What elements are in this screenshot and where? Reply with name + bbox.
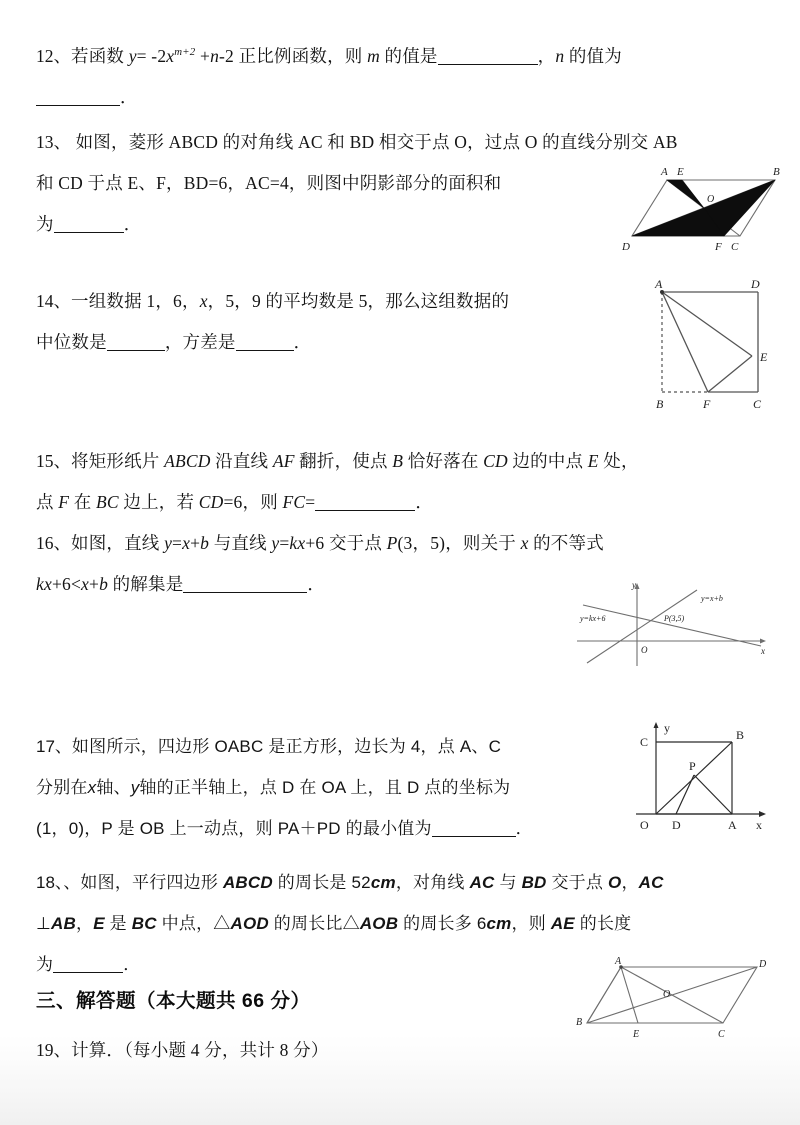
q15-l2a: 点 [36,492,59,512]
q15-fc: FC [282,492,306,512]
q18-c: ，对角线 [395,873,470,892]
q16-eq1: = [172,533,183,553]
q18-l2d: 中点，△ [156,914,231,933]
rectfold-label-A: A [655,277,663,291]
parallelogram-abcd-figure [575,955,785,1040]
q18-aob: AOB [359,914,399,933]
q18-cm2: cm [486,914,512,933]
question-18-line2 [36,903,781,944]
q12-var-x: x [166,46,175,66]
question-13-line3 [36,204,141,245]
question-15-number: 15、 [36,451,71,471]
q18-d: 与 [494,873,522,892]
q12-var-n2: n [555,46,565,66]
q17-answer-blank[interactable] [432,836,516,837]
q14-answer-blank-variance[interactable] [236,350,294,351]
square-label-B: B [736,728,745,742]
q16-l2plus: + [89,574,100,594]
q18-ab: AB [51,914,76,933]
q18-e-pt: E [93,914,105,933]
q17-period: ． [515,819,533,838]
parallelogram-label-D: D [759,959,767,970]
q12-text-e: 的值为 [564,46,622,66]
q16-y1: y [164,533,173,553]
q16-y2: y [271,533,280,553]
q12-var-y: y [128,46,137,66]
q12-text-c: 的值是 [379,46,438,66]
question-14 [36,281,656,322]
graph-label-y-axis: y [632,580,636,590]
q13-period: ． [123,214,142,234]
q15-f: 处， [598,451,639,471]
rectangle-fold-figure [640,278,785,413]
q16-a: 如图，直线 [71,533,165,553]
q16-b: 与直线 [209,533,272,553]
q12-tail: + [195,46,211,66]
q15-d: 恰好落在 [403,451,484,471]
q16-varx: x [520,533,529,553]
q16-plus1: + [190,533,201,553]
q17-l2a: 分别在 [36,778,88,797]
rhombus-shaded-figure [620,158,790,263]
q16-x2: x [297,533,306,553]
question-17-number: 17、 [36,737,72,756]
q16-period: ． [307,574,326,594]
q18-bc: BC [131,914,157,933]
q15-b-pt: B [392,451,404,471]
square-label-C: C [640,735,649,749]
question-19-number: 19、 [36,1040,71,1060]
q15-abcd: ABCD [164,451,211,471]
q16-eq2: = [279,533,290,553]
graph-label-x-axis: x [761,646,765,656]
q18-a: 如图，平行四边形 [80,873,223,892]
q12-minus2: -2 [219,46,235,66]
q16-p-coord: (3，5) [397,533,446,553]
q16-d: ，则关于 [445,533,521,553]
q18-l2g: ，则 [511,914,551,933]
q15-l2e: = [305,492,316,512]
q17-l2c: 轴的正半轴上，点 D 在 OA 上，且 D 点的坐标为 [139,778,511,797]
two-lines-graph-figure [565,578,780,673]
q15-l2c: 边上，若 [118,492,199,512]
q17-l2b: 轴、 [96,778,131,797]
q15-period: ． [415,492,434,512]
q19-c: 分） [288,1040,329,1060]
square-label-A: A [728,818,737,832]
q15-l2d: =6，则 [223,492,283,512]
q14-answer-blank-median[interactable] [107,350,165,351]
q13-line3-a: 为 [36,214,54,234]
q18-ac2: AC [638,873,664,892]
q16-b1: b [200,533,210,553]
graph-label-origin: O [641,645,648,655]
q16-p: P [386,533,398,553]
rhombus-label-D: D [622,241,630,253]
q18-o: O [608,873,622,892]
question-18-line3 [36,944,140,985]
q18-abcd: ABCD [222,873,273,892]
rhombus-label-A: A [661,166,668,178]
question-15 [36,441,776,482]
question-17 [36,726,636,767]
q18-l2e: 的周长比△ [268,914,360,933]
q15-bc: BC [96,492,119,512]
q15-l2b: 在 [69,492,97,512]
q18-perp: ⊥ [36,914,52,933]
q12-var-m: m [367,46,380,66]
rhombus-label-E: E [677,166,684,178]
rectfold-label-E: E [760,350,768,364]
square-label-O: O [640,818,649,832]
q18-52: 52 [351,873,371,892]
q15-b: 沿直线 [210,451,273,471]
question-13 [36,122,776,163]
q19-8: 8 [279,1040,289,1060]
section-heading-3: 三、解答题（本大题共 66 分） [36,990,311,1012]
q16-l2x2: x [81,574,89,594]
q15-e: 边的中点 [507,451,588,471]
q19-4: 4 [190,1040,200,1060]
q12-answer-blank-m[interactable] [438,64,538,65]
question-16-number: 16、 [36,533,71,553]
question-12-number: 12、 [36,46,71,66]
q15-af: AF [272,451,295,471]
q16-e: 的不等式 [528,533,604,553]
question-12-text-a: 若函数 [71,46,129,66]
q14-line2-b: ，方差是 [164,332,236,352]
q18-l2h: 的长度 [574,914,632,933]
q12-answer-blank-n[interactable] [36,105,120,106]
q14-text-b: ，5，9 的平均数是 5，那么这组数据的 [207,291,510,311]
question-15-line2 [36,482,433,523]
q18-ae: AE [550,914,575,933]
rhombus-label-C: C [731,241,739,253]
question-14-number: 14、 [36,291,71,311]
rhombus-label-B: B [773,166,780,178]
question-18-number: 18、、 [36,873,81,892]
parallelogram-label-C: C [718,1029,725,1040]
q18-l2c: 是 [104,914,132,933]
q18-ac: AC [469,873,495,892]
q15-e-pt: E [587,451,599,471]
q19-a: 计算．（每小题 [71,1040,191,1060]
graph-label-line-xb: y=x+b [701,594,723,603]
rhombus-label-F: F [715,241,722,253]
q12-text-d: ， [537,46,556,66]
q14-text-a: 一组数据 1，6， [71,291,200,311]
q16-c: 交于点 [324,533,387,553]
q17-l3a: (1，0)，P 是 OB 上一动点，则 PA＋PD 的最小值为 [36,819,432,838]
q12-exponent: m+2 [174,46,196,59]
question-19 [36,1030,329,1071]
rectfold-label-B: B [656,397,664,411]
question-16 [36,523,781,564]
parallelogram-label-E: E [633,1029,640,1040]
q13-line2-text: 和 CD 于点 E、F，BD=6，AC=4，则图中阴影部分的面积和 [36,173,502,193]
q16-x1: x [182,533,191,553]
q15-answer-blank[interactable] [315,510,415,511]
q17-axis-y: y [130,778,140,797]
q18-b: 的周长是 [272,873,352,892]
question-12-line2 [36,77,138,118]
question-14-line2 [36,322,311,363]
q16-k2: k [289,533,298,553]
q18-bd: BD [521,873,547,892]
graph-label-point-P: P(3,5) [664,614,685,623]
q16-l2x1: x [43,574,52,594]
q19-b: 分，共计 [199,1040,280,1060]
question-13-line1: 如图，菱形 ABCD 的对角线 AC 和 BD 相交于点 O，过点 O 的直线分别交 AB [71,132,678,152]
question-12 [36,36,776,77]
parallelogram-label-O: O [663,989,671,1000]
parallelogram-label-B: B [576,1017,583,1028]
q18-l2f: 的周长多 [398,914,477,933]
square-label-y-axis: y [664,721,670,735]
rhombus-label-O: O [707,194,715,205]
question-13-number: 13、 [36,132,71,152]
q18-e: 交于点 [546,873,608,892]
q18-f: ， [621,873,639,892]
question-17-line2 [36,767,636,808]
q17-line1: 如图所示，四边形 OABC 是正方形，边长为 4，点 A、C [71,737,502,756]
q12-eq: = -2 [136,46,167,66]
question-17-line3 [36,808,636,849]
q15-c: 翻折，使点 [294,451,393,471]
square-oabc-figure [628,714,788,834]
q18-period: ． [123,955,141,974]
q15-cd6: CD [198,492,224,512]
q16-answer-blank[interactable] [183,592,307,593]
q12-period: ． [120,87,138,107]
q16-l2plus6: +6< [51,574,82,594]
q16-l2k: k [36,574,44,594]
q14-line2-a: 中位数是 [36,332,107,352]
q18-l3a: 为 [36,955,54,974]
q15-a: 将矩形纸片 [71,451,165,471]
square-label-x-axis: x [756,818,762,832]
rectfold-label-F: F [703,397,711,411]
parallelogram-label-A: A [615,956,622,967]
q12-var-n: n [210,46,220,66]
question-18 [36,862,781,903]
square-label-P: P [689,759,696,773]
question-13-line2 [36,163,636,204]
q18-6: 6 [476,914,487,933]
q15-cd: CD [483,451,508,471]
q18-cm: cm [370,873,396,892]
q13-answer-blank[interactable] [54,232,124,233]
q16-tail2: +6 [305,533,325,553]
q14-period: ． [293,332,312,352]
q18-answer-blank[interactable] [53,972,123,973]
q12-text-b: 正比例函数，则 [234,46,368,66]
q18-aod: AOD [230,914,269,933]
question-16-line2 [36,564,325,605]
q16-l2tail: 的解集是 [108,574,184,594]
q17-axis-x: x [87,778,97,797]
graph-label-line-kx6: y=kx+6 [580,614,606,623]
q16-l2b: b [99,574,109,594]
q14-var-x: x [199,291,208,311]
q18-l2b: ， [75,914,94,933]
rectfold-label-C: C [753,397,762,411]
rectfold-label-D: D [751,277,760,291]
square-label-D: D [672,818,681,832]
q15-f2: F [58,492,70,512]
